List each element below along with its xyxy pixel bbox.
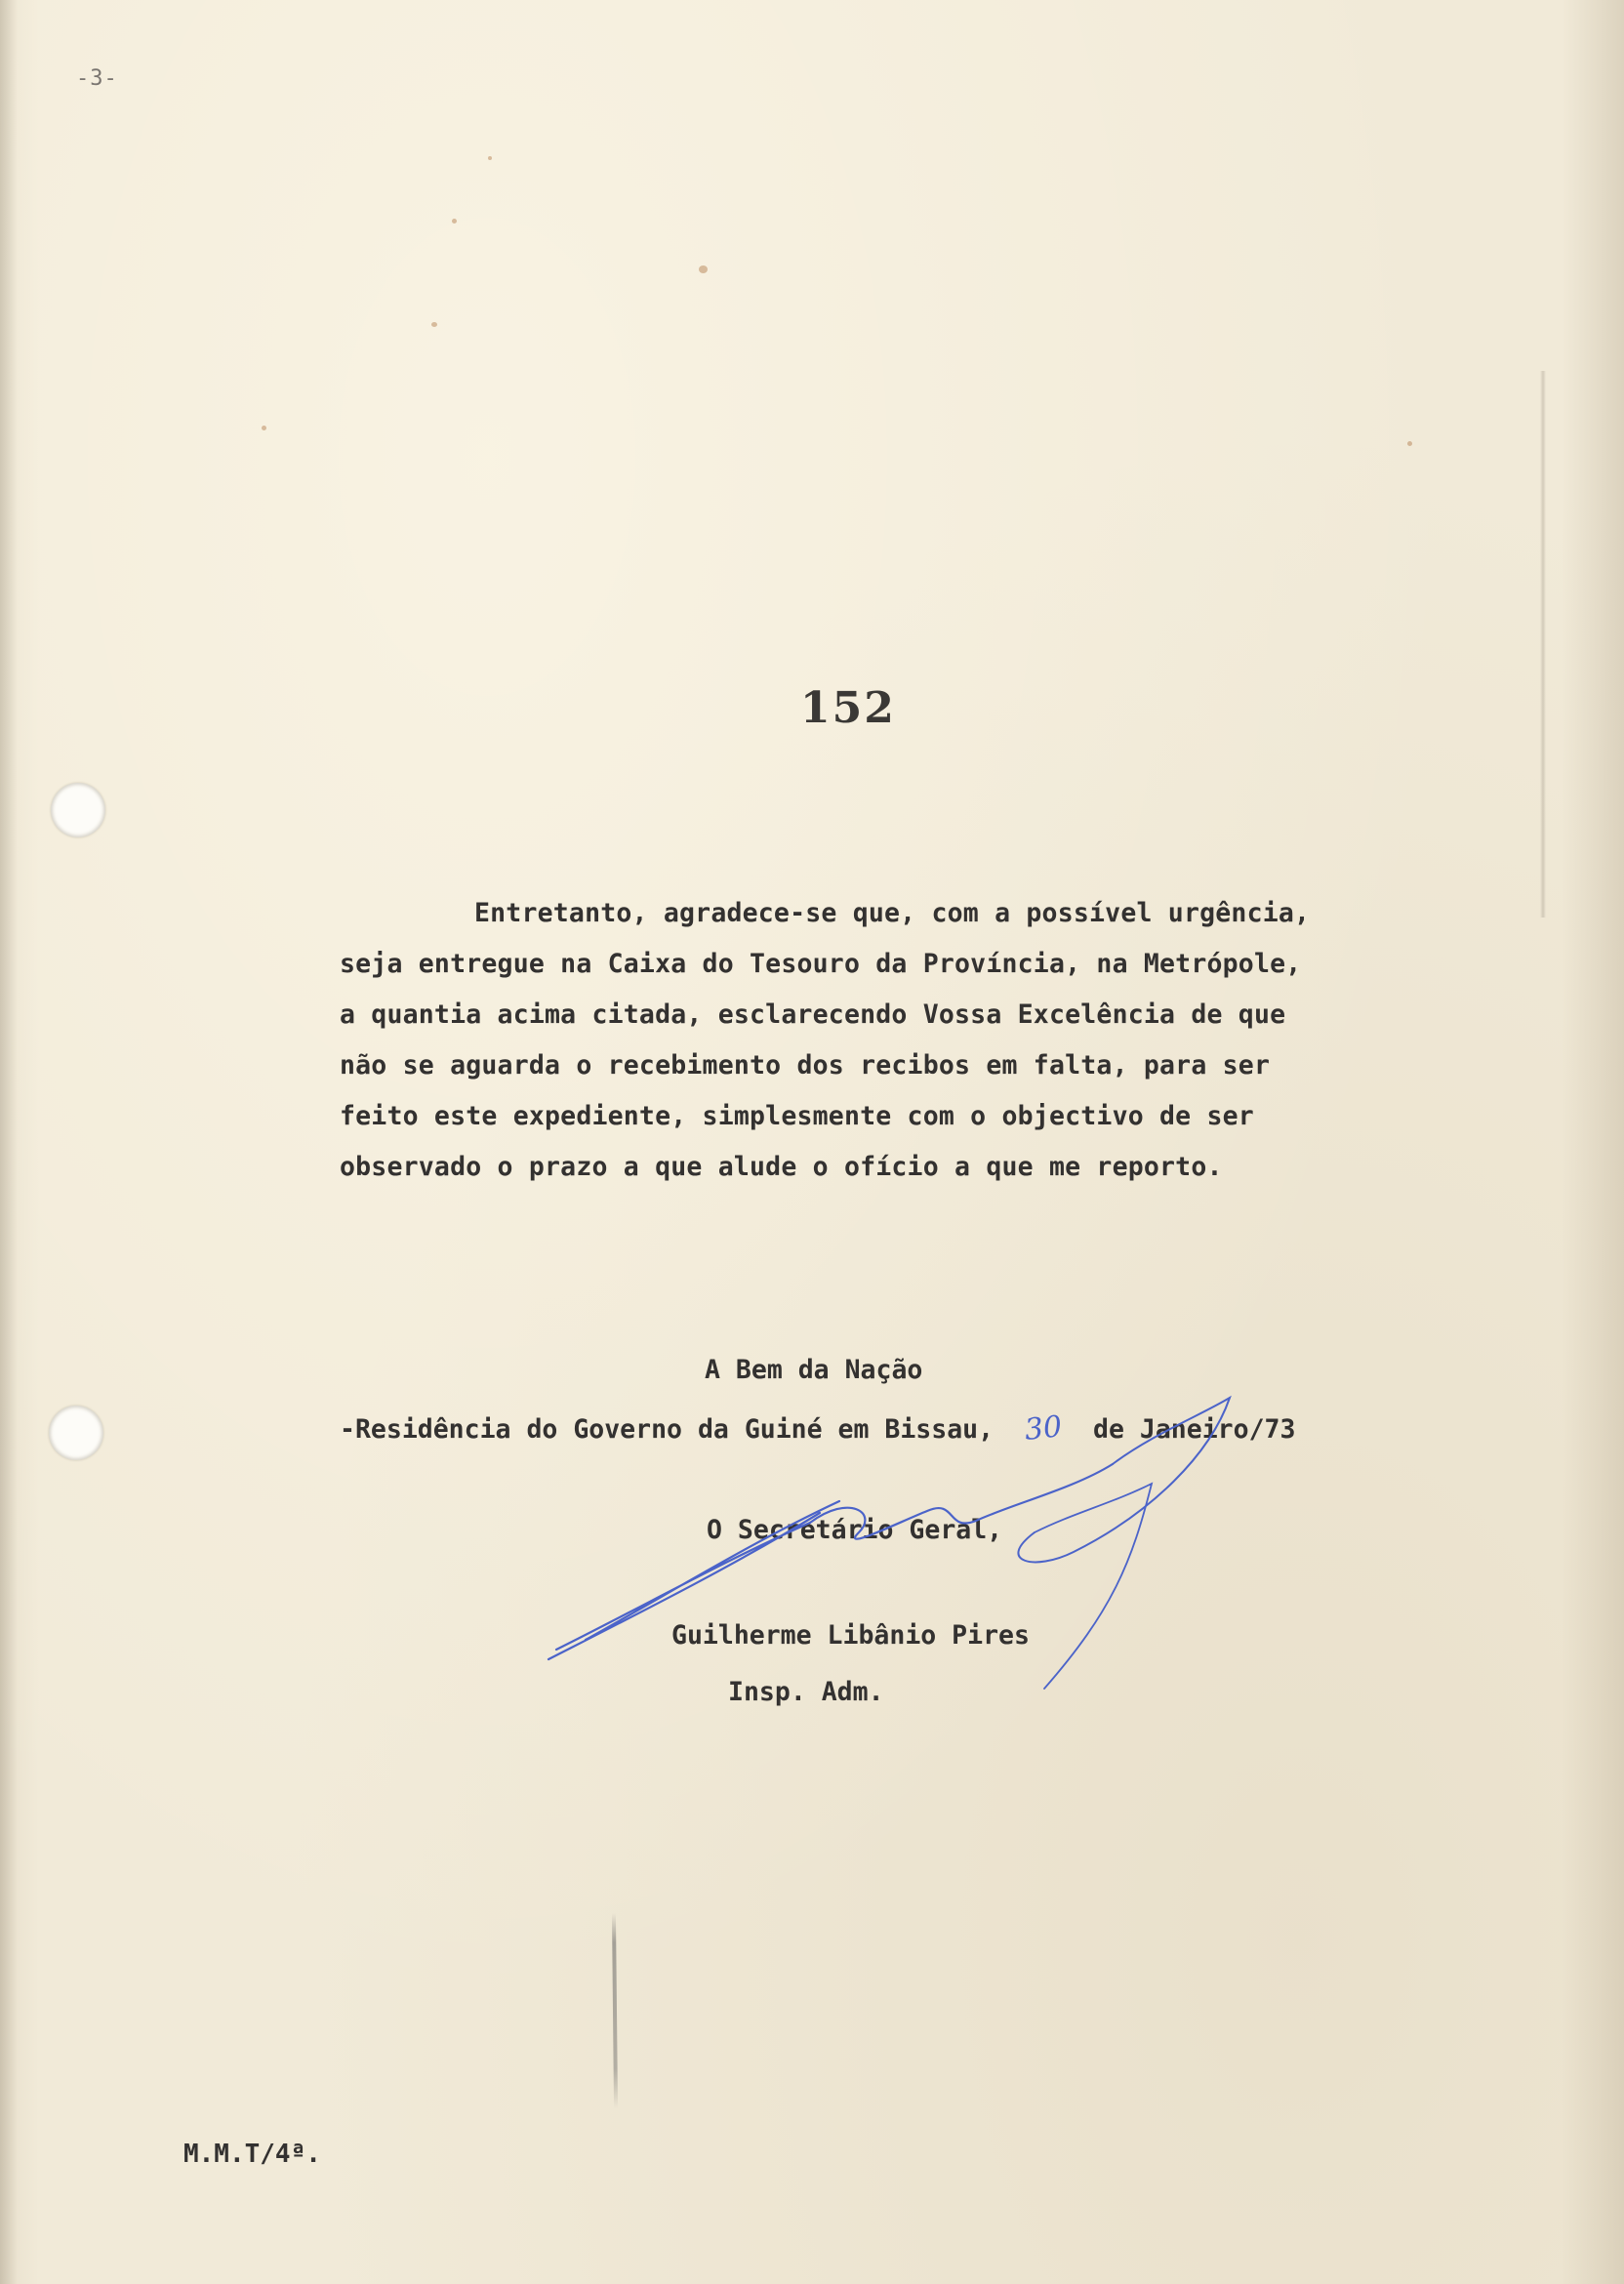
signer-title: O Secretário Geral,: [707, 1515, 1003, 1545]
paragraph-line: seja entregue na Caixa do Tesouro da Província, na Metrópole,: [340, 949, 1302, 979]
foxing-spot: [699, 265, 708, 273]
paragraph-line: a quantia acima citada, esclarecendo Vossa Excelência de que: [340, 999, 1286, 1030]
pencil-mark: [612, 1913, 618, 2108]
punch-hole-top: [51, 783, 105, 837]
place-prefix: -Residência do Governo da Guiné em Bissau,: [340, 1414, 995, 1445]
paragraph-line: Entretanto, agradece-se que, com a possível urgência,: [474, 898, 1311, 928]
salutation: A Bem da Nação: [705, 1355, 923, 1385]
handwritten-signature: [527, 1396, 1288, 1718]
punch-hole-bottom: [49, 1406, 103, 1460]
corner-mark: -3-: [76, 66, 118, 91]
signer-rank: Insp. Adm.: [728, 1677, 884, 1707]
foxing-spot: [1407, 441, 1412, 446]
foxing-spot: [488, 156, 492, 160]
paragraph-line: observado o prazo a que alude o ofício a que me reporto.: [340, 1152, 1223, 1182]
paper-edge-shadow: [0, 0, 18, 2284]
footer-reference-code: M.M.T/4ª.: [183, 2140, 321, 2169]
date-suffix: de Janeiro/73: [1093, 1414, 1296, 1445]
handwritten-day: 30: [1023, 1409, 1064, 1448]
foxing-spot: [262, 426, 266, 430]
signer-name: Guilherme Libânio Pires: [671, 1620, 1030, 1651]
paragraph-line: feito este expediente, simplesmente com o objectivo de ser: [340, 1101, 1254, 1131]
foxing-spot: [452, 219, 457, 224]
page-number: 152: [800, 683, 896, 733]
paper-fold-crease: [1540, 371, 1546, 918]
paragraph-line: não se aguarda o recebimento dos recibos em falta, para ser: [340, 1050, 1271, 1081]
foxing-spot: [431, 322, 437, 327]
